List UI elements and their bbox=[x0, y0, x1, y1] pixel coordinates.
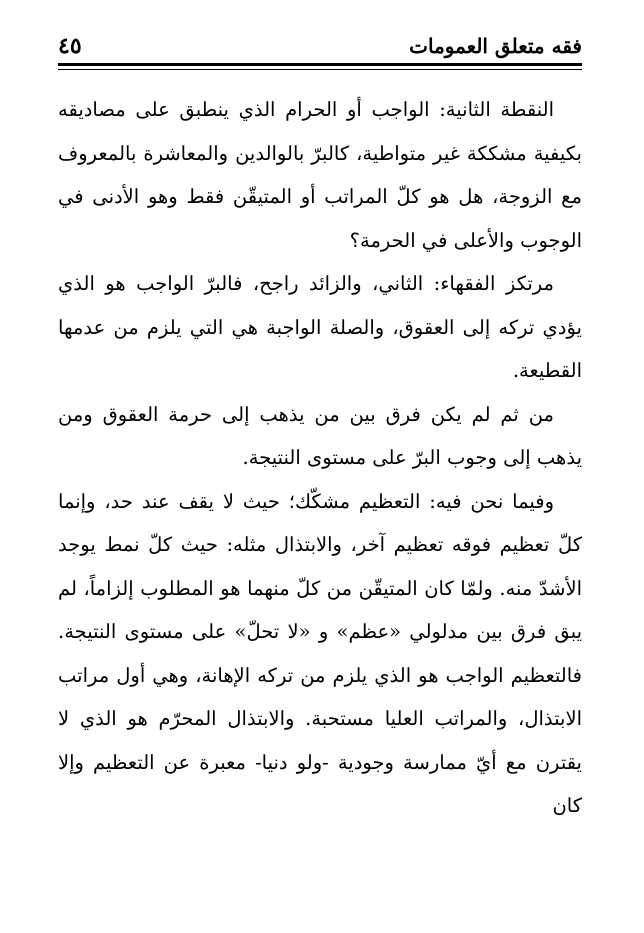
paragraph: النقطة الثانية: الواجب أو الحرام الذي ينطبق على مصاديقه بكيفية مشككة غير متواطية، كالبرّ بالوالدين والمعاشرة بالمعروف مع الزوجة، هل هو كلّ المراتب أو المتيقّن فقط وهو الأدنى في الوجوب والأعلى في الحرمة؟ bbox=[58, 98, 582, 252]
paragraph: مرتكز الفقهاء: الثاني، والزائد راجح، فالبرّ الواجب هو الذي يؤدي تركه إلى العقوق، والصلة الواجبة هي التي يلزم من عدمها القطيعة. bbox=[58, 272, 582, 382]
body-text bbox=[58, 88, 582, 828]
paragraph: من ثم لم يكن فرق بين من يذهب إلى حرمة العقوق ومن يذهب إلى وجوب البرّ على مستوى النتيجة. bbox=[58, 402, 582, 469]
header-rule-thick bbox=[58, 63, 582, 66]
running-title: فقه متعلق العمومات bbox=[409, 34, 582, 58]
header-rule-thin bbox=[58, 69, 582, 70]
paragraph: وفيما نحن فيه: التعظيم مشكّك؛ حيث لا يقف عند حد، وإنما كلّ تعظيم فوقه تعظيم آخر، والابتذال مثله: حيث كلّ نمط يوجد الأشدّ منه. ولمّا كان المتيقّن من كلّ منهما هو المطلوب إلزاماً، لم يبق فرق بين مدلولي «عظم» و «لا تحلّ» على مستوى النتيجة. فالتعظيم الواجب هو الذي يلزم من تركه الإهانة، وهي أول مراتب الابتذال، والمراتب العليا مستحبة. والابتذال المحرّم هو الذي لا يقترن مع أيّ ممارسة وجودية -ولو دنيا- معبرة عن التعظيم وإلا كان bbox=[58, 489, 582, 817]
page-number: ٤٥ bbox=[58, 33, 82, 59]
page-header bbox=[58, 30, 582, 62]
